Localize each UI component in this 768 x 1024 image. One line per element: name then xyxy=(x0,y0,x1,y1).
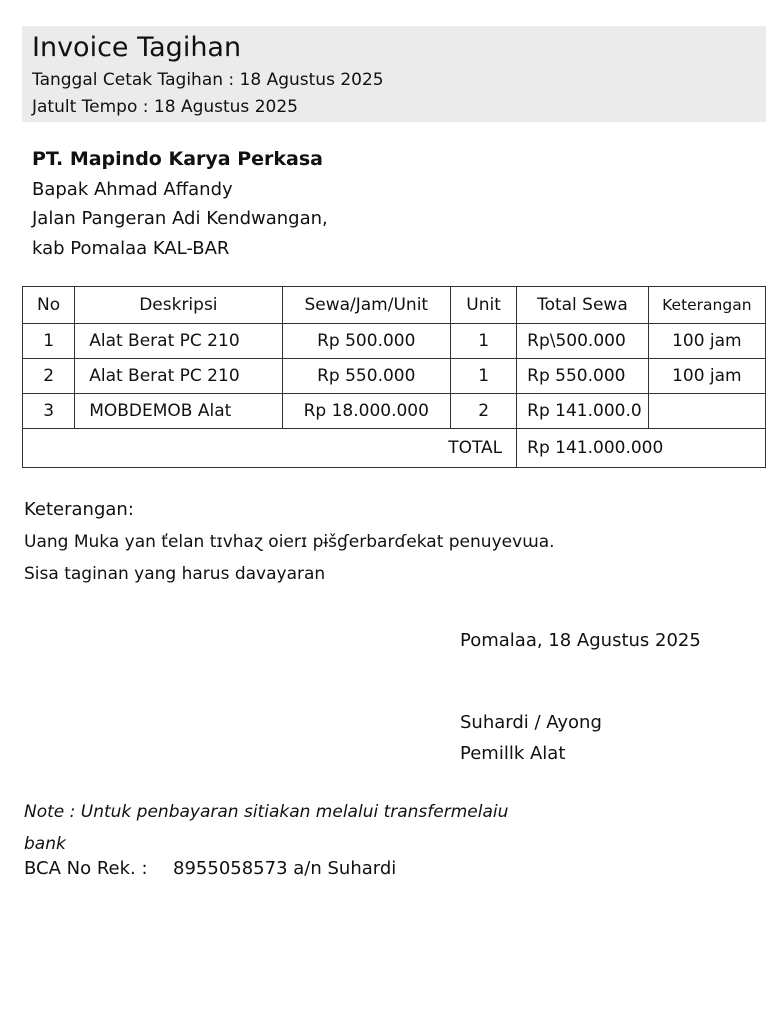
row-rate: Rp 500.000 xyxy=(282,324,451,359)
row-note: 100 jam xyxy=(648,324,765,359)
column-header-note: Keterangan xyxy=(648,287,765,324)
row-unit: 1 xyxy=(451,324,517,359)
payment-note-line-1: Note : Untuk penbayaran sitiakan melalui transfermelaiu xyxy=(24,802,509,822)
row-rate: Rp 18.000.000 xyxy=(282,394,451,429)
column-header-description: Deskripsi xyxy=(75,287,282,324)
total-label: TOTAL xyxy=(23,429,517,468)
notes-line-2: Sisa taginan yang harus davayaran xyxy=(24,564,326,584)
column-header-rate: Sewa/Jam/Unit xyxy=(282,287,451,324)
table-header-row xyxy=(23,287,766,324)
row-no: 3 xyxy=(23,394,75,429)
invoice-title: Invoice Tagihan xyxy=(32,32,242,63)
company-block xyxy=(32,145,328,263)
invoice-items-table xyxy=(22,286,766,468)
company-address-line-2: kab Pomalaa KAL-BAR xyxy=(32,237,230,259)
row-total: Rp 141.000.0 xyxy=(517,394,649,429)
due-date: Jatult Tempo : 18 Agustus 2025 xyxy=(32,97,298,117)
payment-note xyxy=(24,796,584,860)
company-address-line-1: Jalan Pangeran Adi Kendwangan, xyxy=(32,208,328,229)
company-name: PT. Mapindo Karya Perkasa xyxy=(32,148,323,170)
bank-account-holder: a/n Suhardi xyxy=(293,858,397,879)
signature-place-date: Pomalaa, 18 Agustus 2025 xyxy=(460,630,701,651)
column-header-total: Total Sewa xyxy=(517,287,649,324)
row-rate: Rp 550.000 xyxy=(282,359,451,394)
row-description: Alat Berat PC 210 xyxy=(75,359,282,394)
row-description: Alat Berat PC 210 xyxy=(75,324,282,359)
payment-note-line-2: bank xyxy=(24,834,66,854)
row-unit: 2 xyxy=(451,394,517,429)
column-header-no: No xyxy=(23,287,75,324)
row-total: Rp 550.000 xyxy=(517,359,649,394)
row-no: 1 xyxy=(23,324,75,359)
signature-role: Pemillk Alat xyxy=(460,743,566,764)
table-row xyxy=(23,394,766,429)
row-total: Rp\500.000 xyxy=(517,324,649,359)
table-row xyxy=(23,359,766,394)
table-row xyxy=(23,324,766,359)
row-description: MOBDEMOB Alat xyxy=(75,394,282,429)
column-header-unit: Unit xyxy=(451,287,517,324)
notes-block xyxy=(24,494,555,590)
signature-name: Suhardi / Ayong xyxy=(460,712,602,733)
print-date: Tanggal Cetak Tagihan : 18 Agustus 2025 xyxy=(32,70,384,90)
row-note xyxy=(648,394,765,429)
row-unit: 1 xyxy=(451,359,517,394)
invoice-header xyxy=(22,26,766,122)
bank-prefix: BCA No Rek. : xyxy=(24,858,148,879)
notes-line-1: Uang Muka yan ťelan tɪvhaɀ oierɪ pɨšɠerbarɗekat penuyevɯa. xyxy=(24,532,555,552)
table-total-row xyxy=(23,429,766,468)
notes-label: Keterangan: xyxy=(24,499,134,520)
row-note: 100 jam xyxy=(648,359,765,394)
bank-account-line xyxy=(24,858,396,879)
company-contact: Bapak Ahmad Affandy xyxy=(32,178,233,200)
total-value: Rp 141.000.000 xyxy=(517,429,766,468)
row-no: 2 xyxy=(23,359,75,394)
bank-account-number: 8955058573 xyxy=(173,858,288,879)
